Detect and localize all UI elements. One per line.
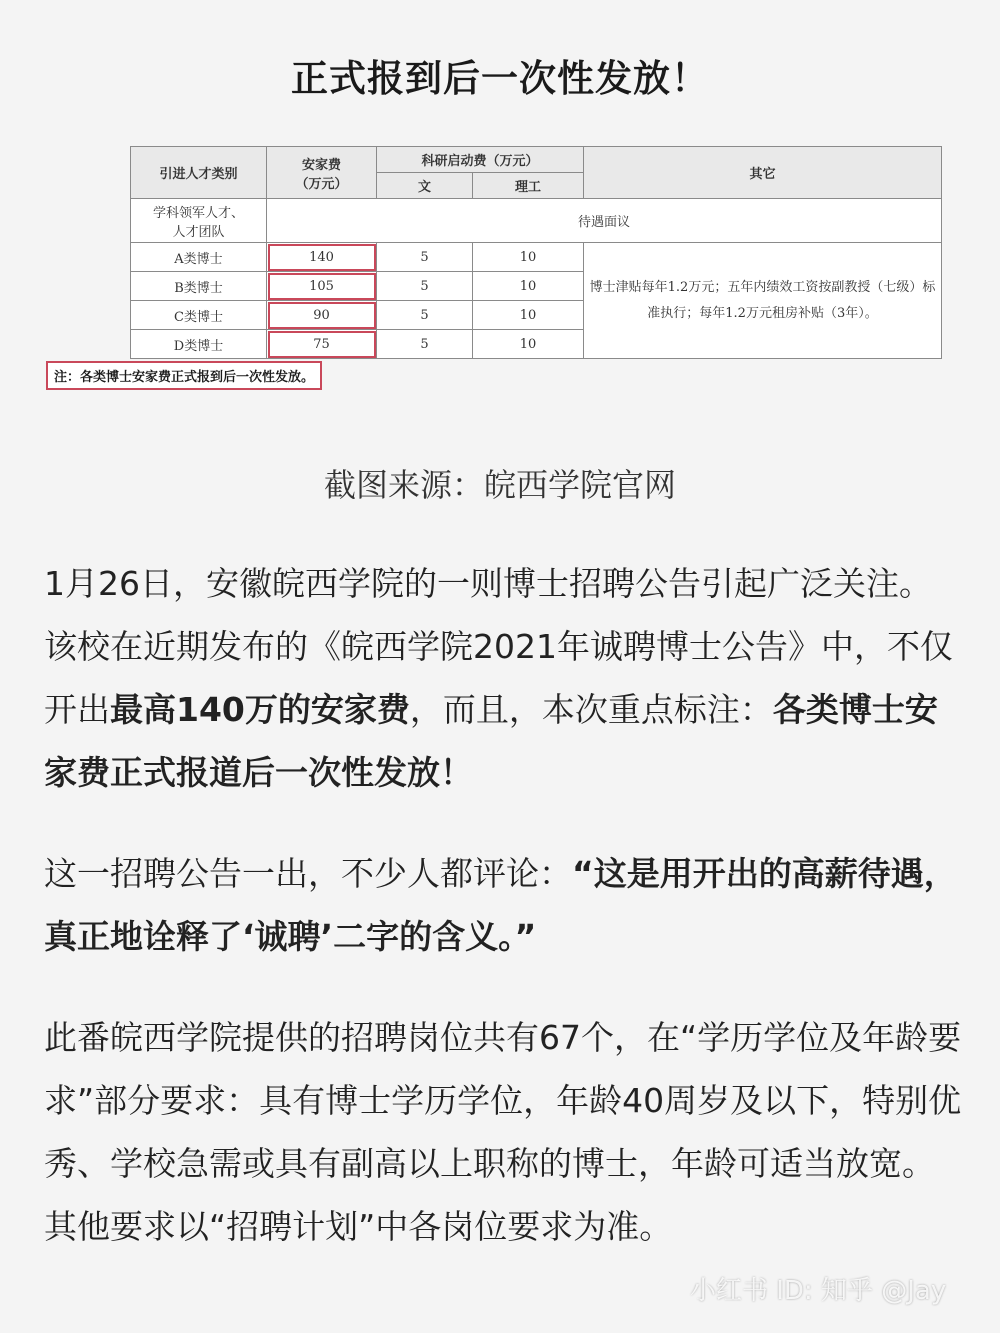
p2-text-a: 这一招聘公告一出，不少人都评论： — [44, 854, 572, 893]
row-housing: 105 — [267, 272, 377, 301]
row-sci: 10 — [473, 243, 584, 272]
row-housing: 75 — [267, 330, 377, 359]
headline: 正式报到后一次性发放！ — [291, 57, 709, 100]
row-label: A类博士 — [131, 243, 267, 272]
p1-text-b: ，而且，本次重点标注： — [409, 690, 773, 729]
header-housing — [267, 147, 377, 199]
paragraph-2 — [44, 842, 964, 968]
watermark: 小红书 ID: 知乎 @Jay — [690, 1276, 947, 1306]
header-other: 其它 — [584, 147, 942, 199]
paragraph-1 — [44, 552, 964, 804]
table-note: 注：各类博士安家费正式报到后一次性发放。 — [46, 361, 322, 390]
p3-text: 此番皖西学院提供的招聘岗位共有67个，在“学历学位及年龄要求”部分要求：具有博士学历学位，年龄40周岁及以下，特别优秀、学校急需或具有副高以上职称的博士，年龄可适当放宽。其他要求以“招聘计划”中各岗位要求为准。 — [44, 1018, 962, 1246]
p1-bold-b: 各类博士安家费正式报道后一次性发放！ — [44, 690, 938, 792]
leader-label-line1: 学科领军人才、 — [152, 205, 244, 221]
paragraph-3 — [44, 1006, 964, 1258]
header-housing-label: 安家费 — [301, 157, 341, 173]
row-housing: 90 — [267, 301, 377, 330]
p1-text-a: 1月26日，安徽皖西学院的一则博士招聘公告引起广泛关注。该校在近期发布的《皖西学院2021年诚聘博士公告》中，不仅开出 — [44, 564, 953, 729]
header-category: 引进人才类别 — [131, 147, 267, 199]
header-startup-arts: 文 — [377, 173, 473, 199]
row-arts: 5 — [377, 243, 473, 272]
leader-label-line2: 人才团队 — [172, 224, 225, 240]
salary-table — [130, 146, 942, 358]
row-sci: 10 — [473, 330, 584, 359]
p1-bold-a: 最高140万的安家费 — [110, 690, 410, 729]
source-caption: 截图来源：皖西学院官网 — [323, 466, 676, 504]
p2-bold-a: “这是用开出的高薪待遇，真正地诠释了‘诚聘’二字的含义。” — [44, 854, 957, 956]
header-startup: 科研启动费（万元） — [377, 147, 584, 173]
row-sci: 10 — [473, 301, 584, 330]
row-arts: 5 — [377, 272, 473, 301]
row-label: C类博士 — [131, 301, 267, 330]
row-housing: 140 — [267, 243, 377, 272]
leader-value: 待遇面议 — [267, 199, 942, 243]
other-benefits: 博士津贴每年1.2万元；五年内绩效工资按副教授（七级）标准执行；每年1.2万元租房补贴（3年）。 — [584, 243, 942, 359]
table-row — [131, 243, 942, 272]
row-sci: 10 — [473, 272, 584, 301]
header-housing-unit: （万元） — [295, 176, 348, 192]
leader-label — [131, 199, 267, 243]
row-arts: 5 — [377, 330, 473, 359]
header-startup-sci: 理工 — [473, 173, 584, 199]
row-arts: 5 — [377, 301, 473, 330]
row-label: B类博士 — [131, 272, 267, 301]
row-label: D类博士 — [131, 330, 267, 359]
